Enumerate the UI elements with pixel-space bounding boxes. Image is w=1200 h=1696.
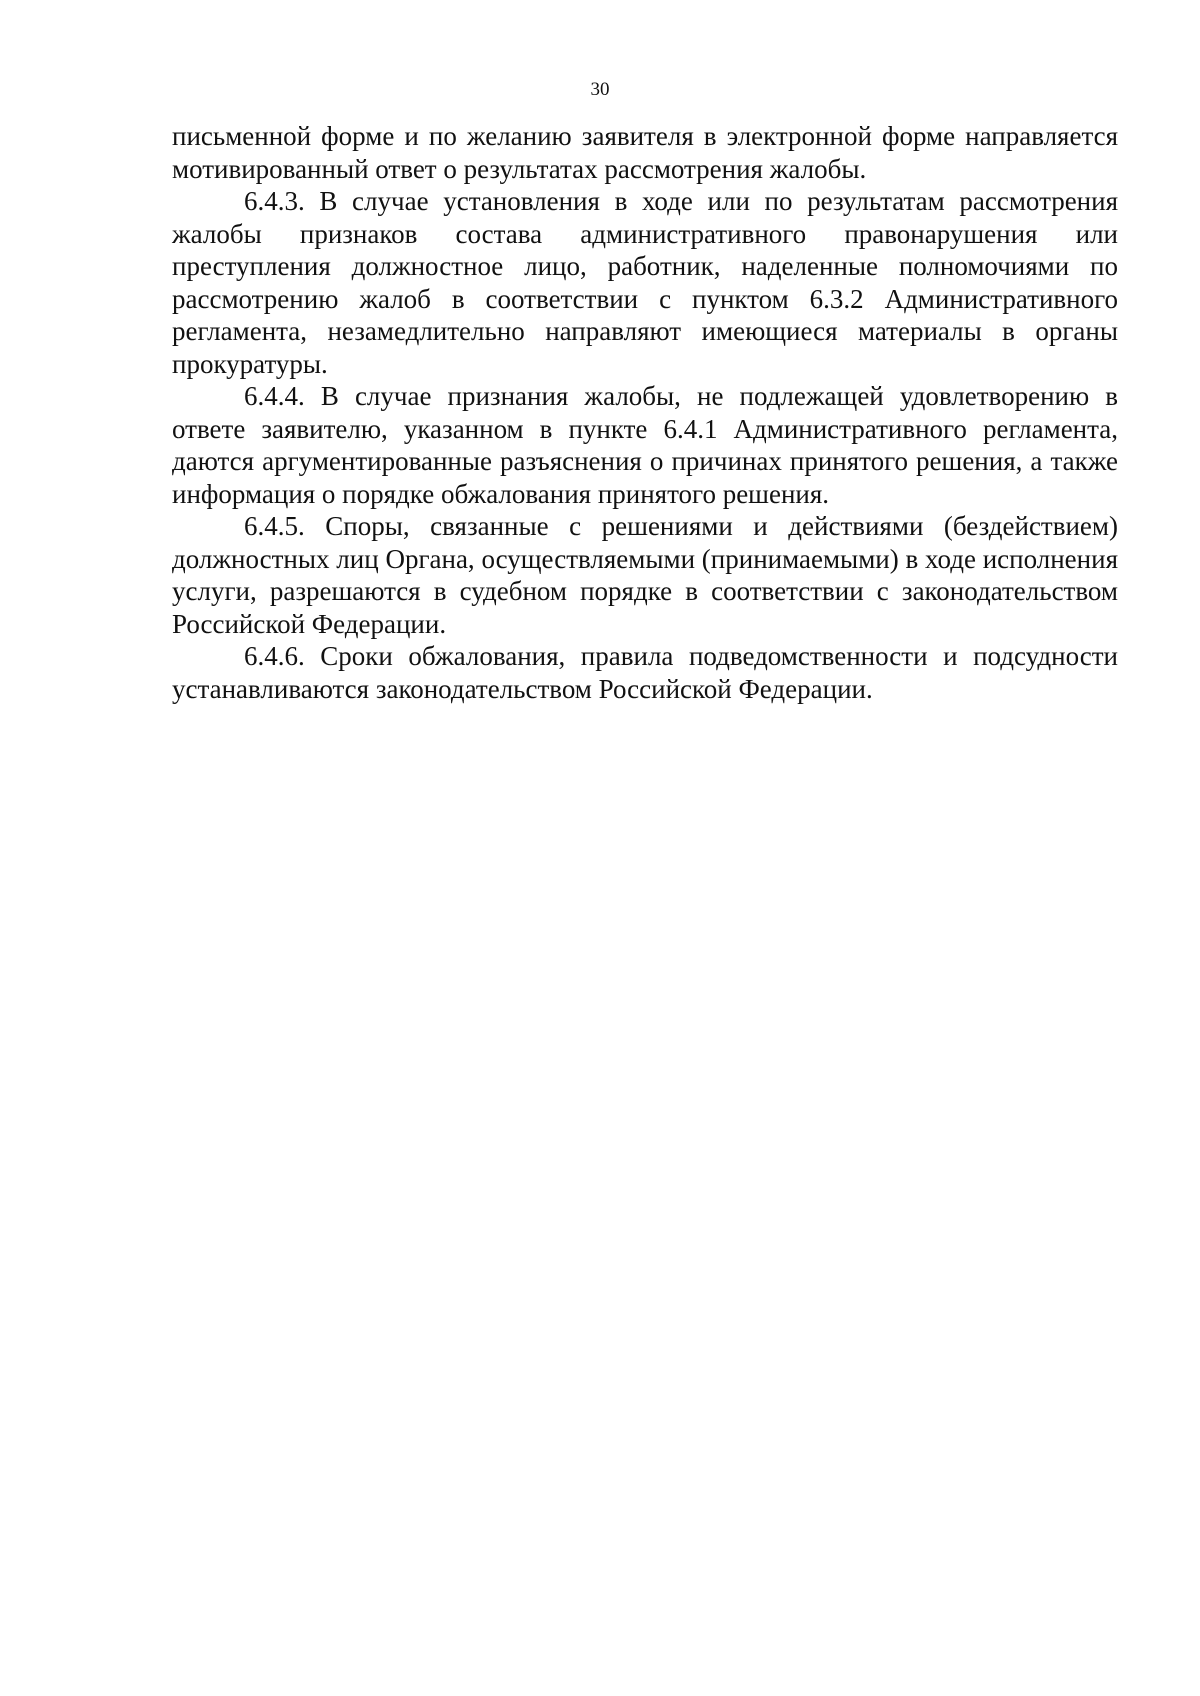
- document-body: [172, 120, 1118, 705]
- paragraph-continuation: письменной форме и по желанию заявителя в электронной форме направляется мотивированный ответ о результатах рассмотрения жалобы.: [172, 121, 1118, 184]
- paragraph-6-4-4: 6.4.4. В случае признания жалобы, не подлежащей удовлетворению в ответе заявителю, указанном в пункте 6.4.1 Административного регламента, даются аргументированные разъяснения о причинах принятого решения, а также информация о порядке обжалования принятого решения.: [172, 381, 1118, 509]
- paragraph-6-4-6: 6.4.6. Сроки обжалования, правила подведомственности и подсудности устанавливаются законодательством Российской Федерации.: [172, 641, 1118, 704]
- paragraph-6-4-5: 6.4.5. Споры, связанные с решениями и действиями (бездействием) должностных лиц Органа, осуществляемыми (принимаемыми) в ходе исполнения услуги, разрешаются в судебном порядке в соответствии с законодательством Российской Федерации.: [172, 511, 1118, 639]
- paragraph-6-4-3: 6.4.3. В случае установления в ходе или по результатам рассмотрения жалобы признаков состава административного правонарушения или преступления должностное лицо, работник, наделенные полномочиями по рассмотрению жалоб в соответствии с пунктом 6.3.2 Административного регламента, незамедлительно направляют имеющиеся материалы в органы прокуратуры.: [172, 186, 1118, 379]
- page-number: 30: [590, 79, 610, 100]
